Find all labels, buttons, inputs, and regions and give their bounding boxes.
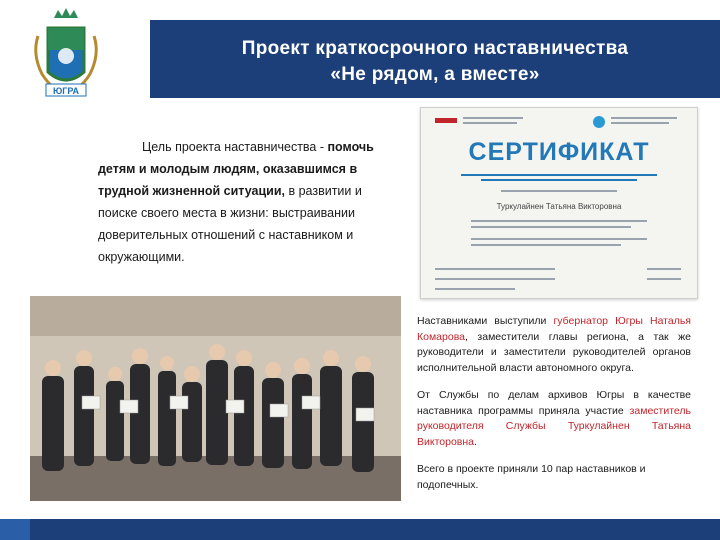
cert-header-text-left — [463, 117, 523, 119]
cert-sign-1b — [647, 268, 681, 270]
certificate-name: Туркулайнен Татьяна Викторовна — [496, 202, 622, 211]
p2-text-a: От Службы по делам архивов Югры в качестве наставника программы приняла участие — [417, 389, 691, 417]
cert-header-text-right-2 — [611, 122, 669, 124]
certificate-image — [420, 107, 698, 299]
intro-bold: помочь детям и молодым людям, оказавшимся в трудной жизненной ситуации, — [98, 140, 374, 198]
cert-subtitle-2 — [481, 179, 637, 181]
cert-line-1 — [501, 190, 617, 192]
cert-line-3 — [471, 226, 631, 228]
footer-accent — [0, 519, 30, 540]
cert-logo-left — [435, 118, 457, 123]
group-photo — [30, 296, 401, 501]
title-line-1: Проект краткосрочного наставничества — [241, 38, 629, 59]
p1-text-red: губернатор Югры Наталья Комарова — [417, 315, 691, 343]
paragraph-service — [417, 388, 691, 450]
paragraph-total: Всего в проекте приняли 10 пар наставников и подопечных. — [417, 463, 646, 491]
p2-text-b: . — [474, 435, 477, 448]
cert-line-4 — [471, 238, 647, 240]
cert-footer — [435, 288, 515, 290]
intro-part-1: Цель проекта наставничества - — [142, 140, 328, 154]
cert-header-text-right — [611, 117, 677, 119]
title-line-2: «Не рядом, а вместе» — [330, 64, 540, 85]
cert-line-5 — [471, 244, 621, 246]
footer-band — [0, 519, 720, 540]
p2-text-red: заместитель руководителя Службы Туркулайнен Татьяна Викторовна — [417, 404, 691, 448]
cert-logo-right — [593, 116, 605, 128]
coat-of-arms-logo — [18, 6, 114, 102]
cert-line-2 — [471, 220, 647, 222]
certificate-title: СЕРТИФИКАТ — [468, 138, 650, 166]
paragraph-mentors — [417, 314, 691, 376]
cert-sign-2b — [647, 278, 681, 280]
intro-part-2: в развитии и поиске своего места в жизни: выстраивании доверительных отношений с наставником и окружающими. — [98, 184, 362, 264]
right-column-text — [417, 314, 691, 505]
cert-sign-1 — [435, 268, 555, 270]
cert-subtitle — [461, 174, 657, 176]
emblem-text: ЮГРА — [52, 86, 80, 96]
page-title — [150, 36, 720, 88]
cert-sign-2 — [435, 278, 555, 280]
p1-text-a: Наставниками выступили — [417, 315, 554, 327]
intro-text — [98, 136, 386, 268]
cert-header-text-left-2 — [463, 122, 517, 124]
group-photo-illustration — [30, 296, 401, 501]
p1-text-b: , заместители главы региона, а так же руководители и заместители руководителей органов исполнительной власти автономного округа. — [417, 330, 691, 374]
